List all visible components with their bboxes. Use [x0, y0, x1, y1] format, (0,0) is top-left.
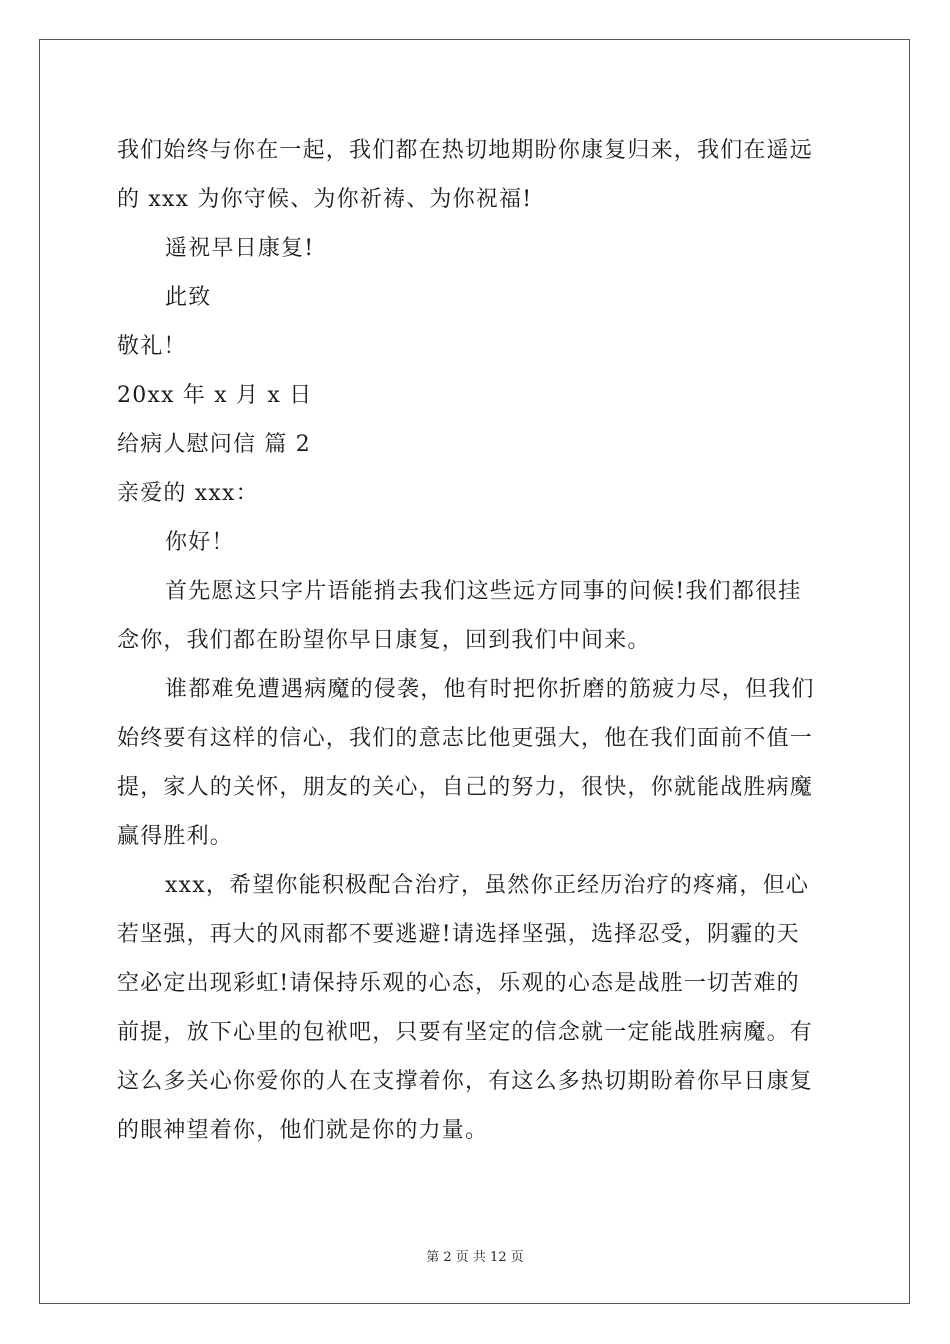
closing-line: 此致 — [165, 285, 212, 310]
date-line: 20xx 年 x 月 x 日 — [117, 383, 313, 408]
page-number: 第 2 页 共 12 页 — [426, 1250, 524, 1265]
paragraph-line: 始终要有这样的信心，我们的意志比他更强大，他在我们面前不值一 — [117, 726, 814, 751]
paragraph-line: 前提，放下心里的包袱吧，只要有坚定的信念就一定能战胜病魔。有 — [117, 1020, 814, 1045]
paragraph-line: 的眼神望着你，他们就是你的力量。 — [117, 1118, 489, 1143]
body-line: 的 xxx 为你守候、为你祈祷、为你祝福! — [117, 187, 533, 212]
paragraph-line: 首先愿这只字片语能捎去我们这些远方同事的问候!我们都很挂 — [165, 579, 802, 604]
body-line: 我们始终与你在一起，我们都在热切地期盼你康复归来，我们在遥远 — [117, 138, 814, 163]
paragraph-line: 这么多关心你爱你的人在支撑着你，有这么多热切期盼着你早日康复 — [117, 1069, 814, 1094]
salute-line: 敬礼！ — [117, 334, 187, 359]
paragraph-line: 赢得胜利。 — [117, 824, 234, 849]
hello-line: 你好！ — [165, 530, 235, 555]
greeting-line: 亲爱的 xxx： — [117, 481, 259, 506]
wish-line: 遥祝早日康复! — [165, 236, 315, 261]
paragraph-line: 提，家人的关怀，朋友的关心，自己的努力，很快，你就能战胜病魔 — [117, 775, 814, 800]
paragraph-line: xxx，希望你能积极配合治疗，虽然你正经历治疗的疼痛，但心 — [165, 873, 810, 898]
paragraph-line: 空必定出现彩虹!请保持乐观的心态，乐观的心态是战胜一切苦难的 — [117, 971, 800, 996]
letter-body — [117, 126, 837, 1155]
paragraph-line: 谁都难免遭遇病魔的侵袭，他有时把你折磨的筋疲力尽，但我们 — [165, 677, 815, 702]
paragraph-line: 若坚强，再大的风雨都不要逃避!请选择坚强，选择忍受，阴霾的天 — [117, 922, 800, 947]
section-title: 给病人慰问信 篇 2 — [117, 432, 311, 457]
paragraph-line: 念你，我们都在盼望你早日康复，回到我们中间来。 — [117, 628, 651, 653]
